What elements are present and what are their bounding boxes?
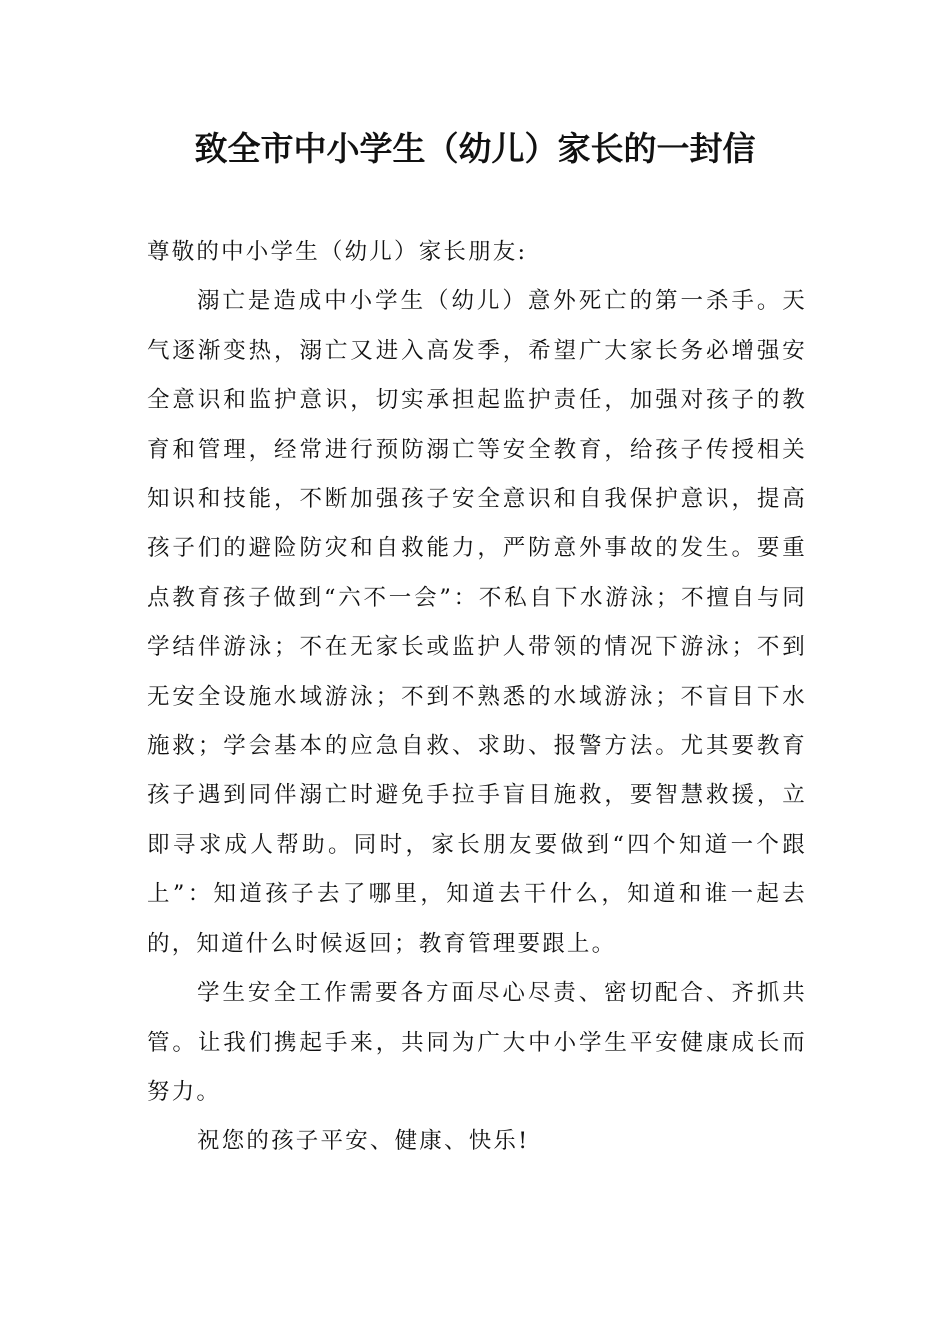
document-title: 致全市中小学生（幼儿）家长的一封信 — [194, 129, 756, 168]
closing-wish: 祝您的孩子平安、健康、快乐! — [197, 1128, 530, 1155]
letter-body — [147, 228, 807, 1167]
salutation: 尊敬的中小学生（幼儿）家长朋友: — [147, 239, 528, 265]
paragraph-drowning-safety: 溺亡是造成中小学生（幼儿）意外死亡的第一杀手。天气逐渐变热，溺亡又进入高发季，希望广大家长务必增强安全意识和监护意识，切实承担起监护责任，加强对孩子的教育和管理，经常进行预防溺亡等安全教育，给孩子传授相关知识和技能，不断加强孩子安全意识和自我保护意识，提高孩子们的避险防灾和自救能力，严防意外事故的发生。要重点教育孩子做到“六不一会”：不私自下水游泳；不擅自与同学结伴游泳；不在无家长或监护人带领的情况下游泳；不到无安全设施水域游泳；不到不熟悉的水域游泳；不盲目下水施救；学会基本的应急自救、求助、报警方法。尤其要教育孩子遇到同伴溺亡时避免手拉手盲目施救，要智慧救援，立即寻求成人帮助。同时，家长朋友要做到“四个知道一个跟上”：知道孩子去了哪里，知道去干什么，知道和谁一起去的，知道什么时候返回；教育管理要跟上。 — [147, 288, 807, 957]
paragraph-cooperation: 学生安全工作需要各方面尽心尽责、密切配合、齐抓共管。让我们携起手来，共同为广大中小学生平安健康成长而努力。 — [147, 980, 807, 1105]
